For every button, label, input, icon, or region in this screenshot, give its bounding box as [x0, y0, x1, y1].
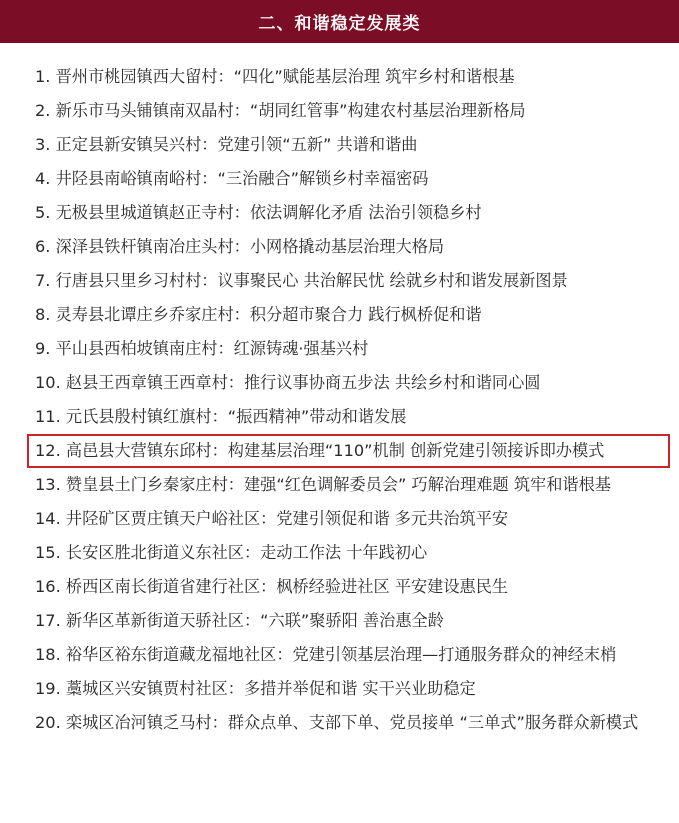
list-item: 15. 长安区胜北街道义东社区：走动工作法 十年践初心 [35, 543, 428, 562]
list-item: 6. 深泽县铁杆镇南冶庄头村：小网格撬动基层治理大格局 [35, 237, 445, 256]
list-item: 10. 赵县王西章镇王西章村：推行议事协商五步法 共绘乡村和谐同心圆 [35, 373, 541, 392]
village-list [0, 60, 679, 740]
section-header-bar [0, 0, 679, 43]
list-item: 11. 元氏县殷村镇红旗村：“振西精神”带动和谐发展 [35, 407, 407, 426]
list-item: 2. 新乐市马头铺镇南双晶村：“胡同红管事”构建农村基层治理新格局 [35, 101, 526, 120]
section-title: 二、和谐稳定发展类 [258, 14, 421, 34]
list-item: 1. 晋州市桃园镇西大留村：“四化”赋能基层治理 筑牢乡村和谐根基 [35, 67, 515, 86]
list-item: 7. 行唐县只里乡习村村：议事聚民心 共治解民忧 绘就乡村和谐发展新图景 [35, 271, 568, 290]
list-item: 18. 裕华区裕东街道藏龙福地社区：党建引领基层治理—打通服务群众的神经末梢 [35, 645, 617, 664]
highlighted-list-item: 12. 高邑县大营镇东邱村：构建基层治理“110”机制 创新党建引领接诉即办模式 [27, 434, 670, 468]
list-item: 13. 赞皇县土门乡秦家庄村：建强“红色调解委员会” 巧解治理难题 筑牢和谐根基 [35, 475, 611, 494]
list-item: 20. 栾城区冶河镇乏马村：群众点单、支部下单、党员接单 “三单式”服务群众新模式 [35, 713, 639, 732]
list-item: 16. 桥西区南长街道省建行社区：枫桥经验进社区 平安建设惠民生 [35, 577, 509, 596]
list-item: 3. 正定县新安镇吴兴村：党建引领“五新” 共谱和谐曲 [35, 135, 418, 154]
list-item: 14. 井陉矿区贾庄镇天户峪社区：党建引领促和谐 多元共治筑平安 [35, 509, 509, 528]
list-item: 4. 井陉县南峪镇南峪村：“三治融合”解锁乡村幸福密码 [35, 169, 429, 188]
list-item: 9. 平山县西柏坡镇南庄村：红源铸魂·强基兴村 [35, 339, 369, 358]
list-item: 8. 灵寿县北谭庄乡乔家庄村：积分超市聚合力 践行枫桥促和谐 [35, 305, 482, 324]
list-item: 5. 无极县里城道镇赵正寺村：依法调解化矛盾 法治引领稳乡村 [35, 203, 482, 222]
list-item: 17. 新华区革新街道天骄社区：“六联”聚骄阳 善治惠全龄 [35, 611, 444, 630]
list-item: 19. 藁城区兴安镇贾村社区：多措并举促和谐 实干兴业助稳定 [35, 679, 476, 698]
